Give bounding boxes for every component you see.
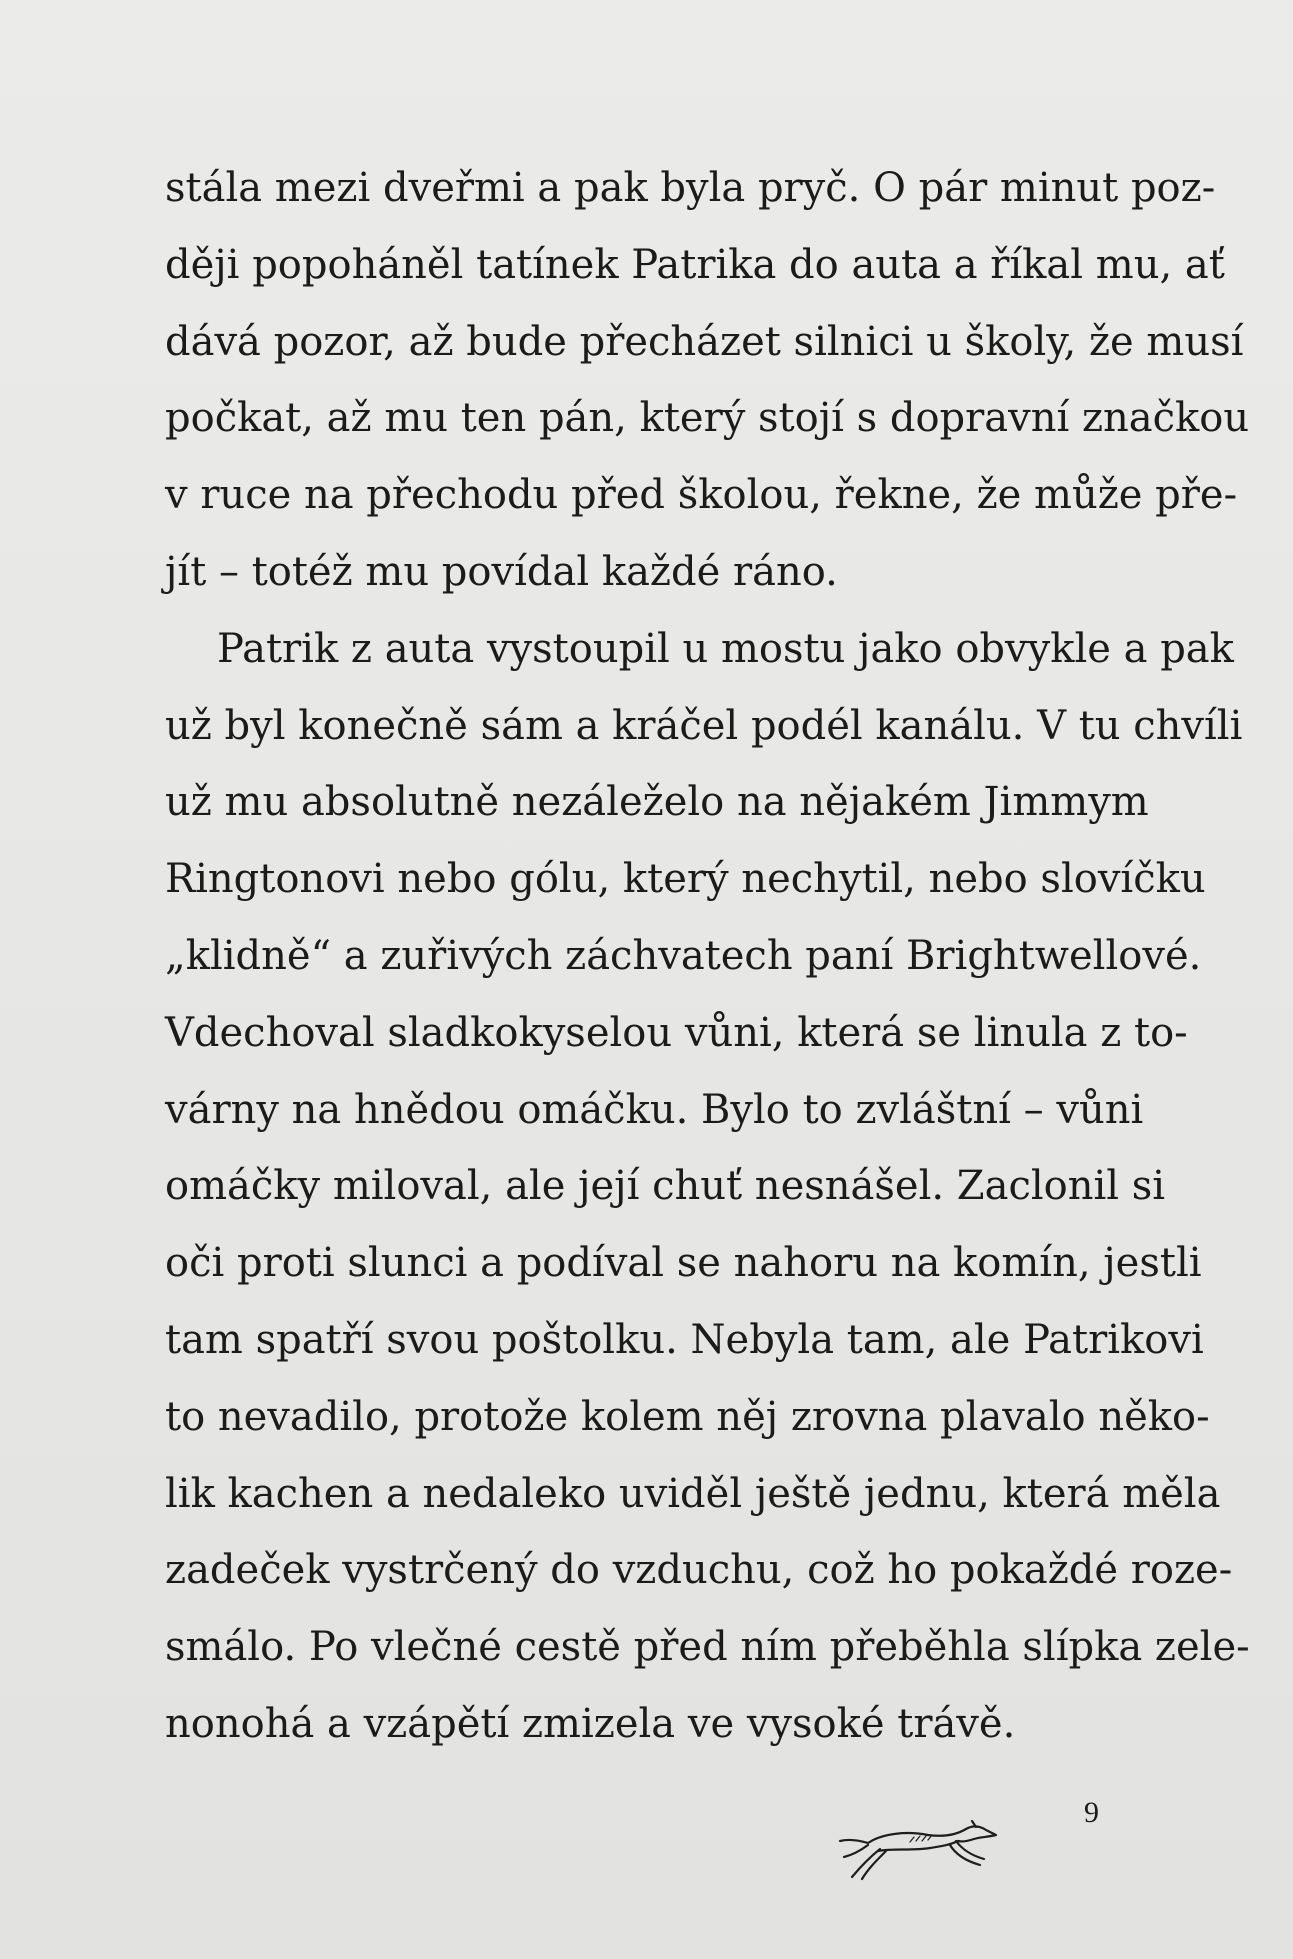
text-line: počkat, až mu ten pán, který stojí s dopravní značkou — [165, 395, 1250, 442]
text-line: stála mezi dveřmi a pak byla pryč. O pár minut poz- — [165, 165, 1216, 211]
text-line: Patrik z auta vystoupil u mostu jako obvykle a pak — [217, 625, 1234, 672]
text-line: smálo. Po vlečné cestě před ním přeběhla slípka zele- — [165, 1624, 1250, 1671]
text-line: už byl konečně sám a kráčel podél kanálu. V tu chvíli — [165, 702, 1243, 749]
text-line: dává pozor, až bude přecházet silnici u školy, že musí — [165, 318, 1244, 365]
paragraph — [165, 150, 1250, 611]
text-line: už mu absolutně nezáleželo na nějakém Jimmym — [165, 779, 1149, 826]
text-line: to nevadilo, protože kolem něj zrovna plavalo něko- — [165, 1393, 1210, 1440]
text-line: nonohá a vzápětí zmizela ve vysoké trávě. — [165, 1700, 1016, 1747]
text-line: „klidně“ a zuřivých záchvatech paní Brightwellové. — [165, 932, 1202, 979]
text-line: Ringtonovi nebo gólu, který nechytil, nebo slovíčku — [165, 856, 1206, 903]
text-line: oči proti slunci a podíval se nahoru na komín, jestli — [165, 1240, 1202, 1287]
text-line: tam spatří svou poštolku. Nebyla tam, ale Patrikovi — [165, 1316, 1204, 1363]
paragraph — [165, 611, 1250, 1763]
text-line: omáčky miloval, ale její chuť nesnášel. Zaclonil si — [165, 1163, 1166, 1210]
text-line: zadeček vystrčený do vzduchu, což ho pokaždé roze- — [165, 1547, 1233, 1594]
text-line: ději popoháněl tatínek Patrika do auta a říkal mu, ať — [165, 241, 1225, 288]
text-line: Vdechoval sladkokyselou vůni, která se linula z to- — [165, 1009, 1188, 1056]
text-line: jít – totéž mu povídal každé ráno. — [165, 548, 838, 595]
text-line: v ruce na přechodu před školou, řekne, že může pře- — [165, 472, 1238, 519]
greyhound-icon — [838, 1815, 1000, 1881]
text-line: várny na hnědou omáčku. Bylo to zvláštní – vůni — [165, 1086, 1144, 1133]
page-number: 9 — [1084, 1796, 1099, 1829]
text-line: lik kachen a nedaleko uviděl ještě jednu, která měla — [165, 1470, 1221, 1517]
body-text — [165, 150, 1250, 1763]
